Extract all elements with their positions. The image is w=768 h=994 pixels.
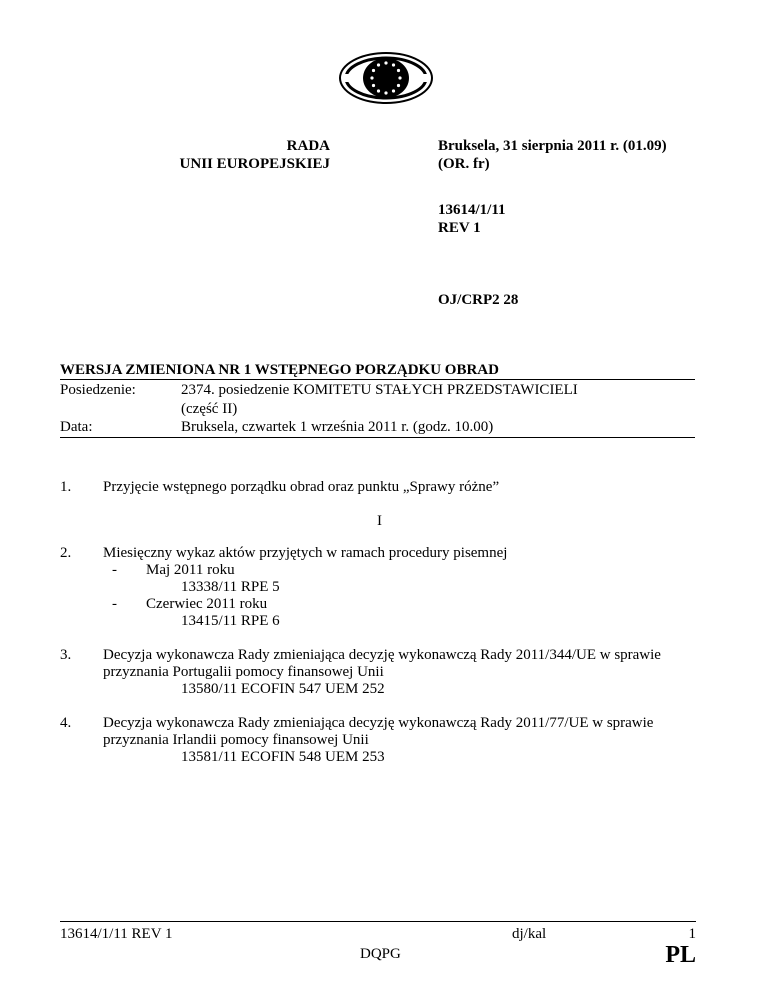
item-2-sub-2: Czerwiec 2011 roku bbox=[146, 596, 268, 612]
document-date: Bruksela, 31 sierpnia 2011 r. (01.09) bbox=[438, 138, 667, 154]
revision-number: REV 1 bbox=[438, 220, 481, 236]
item-4-number: 4. bbox=[60, 715, 72, 731]
title-divider bbox=[60, 379, 695, 380]
date-block bbox=[438, 137, 667, 173]
item-3-line-1: Decyzja wykonawcza Rady zmieniająca decyzję wykonawczą Rady 2011/344/UE w sprawie bbox=[103, 647, 661, 663]
date-value: Bruksela, czwartek 1 września 2011 r. (godz. 10.00) bbox=[181, 419, 494, 435]
document-number-block bbox=[438, 201, 506, 237]
footer-initials: dj/kal bbox=[512, 926, 547, 942]
document-number: 13614/1/11 bbox=[438, 202, 506, 218]
item-3-line-2: przyznania Portugalii pomocy finansowej Unii bbox=[103, 664, 384, 680]
council-emblem-icon bbox=[338, 52, 434, 104]
reference-code: OJ/CRP2 28 bbox=[438, 292, 519, 308]
section-heading: I bbox=[377, 513, 382, 529]
item-2-ref-1: 13338/11 RPE 5 bbox=[181, 579, 280, 595]
meta-divider bbox=[60, 437, 695, 438]
item-4-line-2: przyznania Irlandii pomocy finansowej Unii bbox=[103, 732, 369, 748]
original-language: (OR. fr) bbox=[438, 156, 490, 172]
footer-language-code: PL bbox=[665, 942, 696, 968]
org-name-line1: RADA bbox=[286, 138, 330, 154]
item-2-dash-1: - bbox=[112, 562, 117, 578]
footer-department: DQPG bbox=[360, 946, 401, 962]
meeting-value: 2374. posiedzenie KOMITETU STAŁYCH PRZEDSTAWICIELI bbox=[181, 382, 578, 398]
item-4-line-1: Decyzja wykonawcza Rady zmieniająca decyzję wykonawczą Rady 2011/77/UE w sprawie bbox=[103, 715, 654, 731]
org-name-line2: UNII EUROPEJSKIEJ bbox=[179, 156, 330, 172]
item-1-number: 1. bbox=[60, 479, 72, 495]
meeting-label: Posiedzenie: bbox=[60, 382, 136, 398]
item-2-text: Miesięczny wykaz aktów przyjętych w ramach procedury pisemnej bbox=[103, 545, 508, 561]
footer-page-number: 1 bbox=[688, 926, 696, 942]
item-2-sub-1: Maj 2011 roku bbox=[146, 562, 235, 578]
item-4-ref: 13581/11 ECOFIN 548 UEM 253 bbox=[181, 749, 385, 765]
document-title: WERSJA ZMIENIONA NR 1 WSTĘPNEGO PORZĄDKU OBRAD bbox=[60, 362, 499, 378]
footer-divider bbox=[60, 921, 696, 922]
item-3-ref: 13580/11 ECOFIN 547 UEM 252 bbox=[181, 681, 385, 697]
item-2-ref-2: 13415/11 RPE 6 bbox=[181, 613, 280, 629]
item-2-dash-2: - bbox=[112, 596, 117, 612]
item-2-number: 2. bbox=[60, 545, 72, 561]
issuing-body bbox=[180, 137, 330, 173]
date-label: Data: bbox=[60, 419, 93, 435]
item-3-number: 3. bbox=[60, 647, 72, 663]
footer-doc-ref: 13614/1/11 REV 1 bbox=[60, 926, 173, 942]
meeting-part: (część II) bbox=[181, 401, 238, 417]
item-1-text: Przyjęcie wstępnego porządku obrad oraz punktu „Sprawy różne” bbox=[103, 479, 500, 495]
